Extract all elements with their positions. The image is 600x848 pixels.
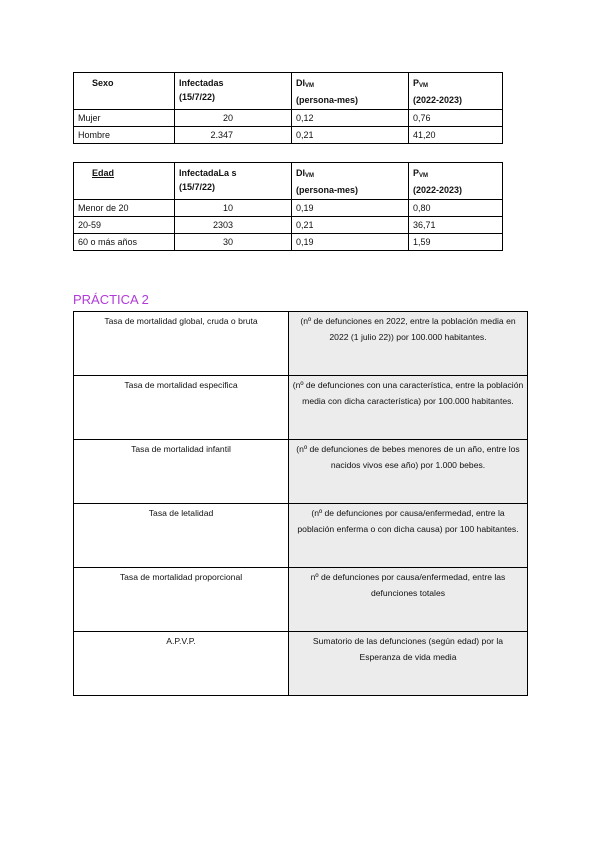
- definition-formula: (nº de defunciones con una característica, entre la población media con dicha característica) por 100.000 habitantes.: [289, 376, 528, 440]
- header-infectadas: InfectadaLa s (15/7/22): [175, 163, 292, 200]
- row-p: 1,59: [409, 234, 503, 251]
- definition-formula: nº de defunciones por causa/enfermedad, entre las defunciones totales: [289, 568, 528, 632]
- row-label: 60 o más años: [74, 234, 175, 251]
- row-infectadas: 20: [175, 110, 292, 127]
- header-edad: Edad: [74, 163, 175, 200]
- definition-formula: (nº de defunciones de bebes menores de un año, entre los nacidos vivos ese año) por 1.000 bebes.: [289, 440, 528, 504]
- table-row: [74, 440, 528, 504]
- definition-term: Tasa de letalidad: [74, 504, 289, 568]
- table-header-row: [74, 163, 503, 200]
- definition-formula: (nº de defunciones en 2022, entre la población media en 2022 (1 julio 22)) por 100.000 habitantes.: [289, 312, 528, 376]
- table-row: [74, 234, 503, 251]
- table-row: [74, 200, 503, 217]
- table-row: [74, 127, 503, 144]
- row-p: 41,20: [409, 127, 503, 144]
- table-row: [74, 110, 503, 127]
- definition-term: Tasa de mortalidad global, cruda o bruta: [74, 312, 289, 376]
- row-p: 0,80: [409, 200, 503, 217]
- definition-formula: Sumatorio de las defunciones (según edad) por la Esperanza de vida media: [289, 632, 528, 696]
- table-header-row: [74, 73, 503, 110]
- header-p: PVM (2022-2023): [409, 73, 503, 110]
- definition-formula: (nº de defunciones por causa/enfermedad, entre la población enferma o con dicha causa) por 100 habitantes.: [289, 504, 528, 568]
- header-di: DIVM (persona-mes): [292, 163, 409, 200]
- table-row: [74, 376, 528, 440]
- table-row: [74, 568, 528, 632]
- table-row: [74, 312, 528, 376]
- header-p: PVM (2022-2023): [409, 163, 503, 200]
- definition-term: Tasa de mortalidad especifica: [74, 376, 289, 440]
- header-di: DIVM (persona-mes): [292, 73, 409, 110]
- definition-term: A.P.V.P.: [74, 632, 289, 696]
- row-infectadas: 30: [175, 234, 292, 251]
- row-infectadas: 10: [175, 200, 292, 217]
- row-label: Hombre: [74, 127, 175, 144]
- row-di: 0,19: [292, 200, 409, 217]
- header-infectadas: Infectadas (15/7/22): [175, 73, 292, 110]
- table-row: [74, 217, 503, 234]
- edad-table: [73, 162, 503, 251]
- definition-term: Tasa de mortalidad infantil: [74, 440, 289, 504]
- definition-term: Tasa de mortalidad proporcional: [74, 568, 289, 632]
- row-infectadas: 2303: [175, 217, 292, 234]
- row-label: Menor de 20: [74, 200, 175, 217]
- row-p: 36,71: [409, 217, 503, 234]
- header-sexo: Sexo: [74, 73, 175, 110]
- row-infectadas: 2.347: [175, 127, 292, 144]
- sexo-table: [73, 72, 503, 144]
- table-row: [74, 632, 528, 696]
- row-p: 0,76: [409, 110, 503, 127]
- row-di: 0,12: [292, 110, 409, 127]
- row-label: 20-59: [74, 217, 175, 234]
- row-di: 0,19: [292, 234, 409, 251]
- definitions-table: [73, 311, 528, 696]
- section-heading-practica: PRÁCTICA 2: [73, 292, 149, 307]
- table-row: [74, 504, 528, 568]
- row-di: 0,21: [292, 217, 409, 234]
- row-di: 0,21: [292, 127, 409, 144]
- row-label: Mujer: [74, 110, 175, 127]
